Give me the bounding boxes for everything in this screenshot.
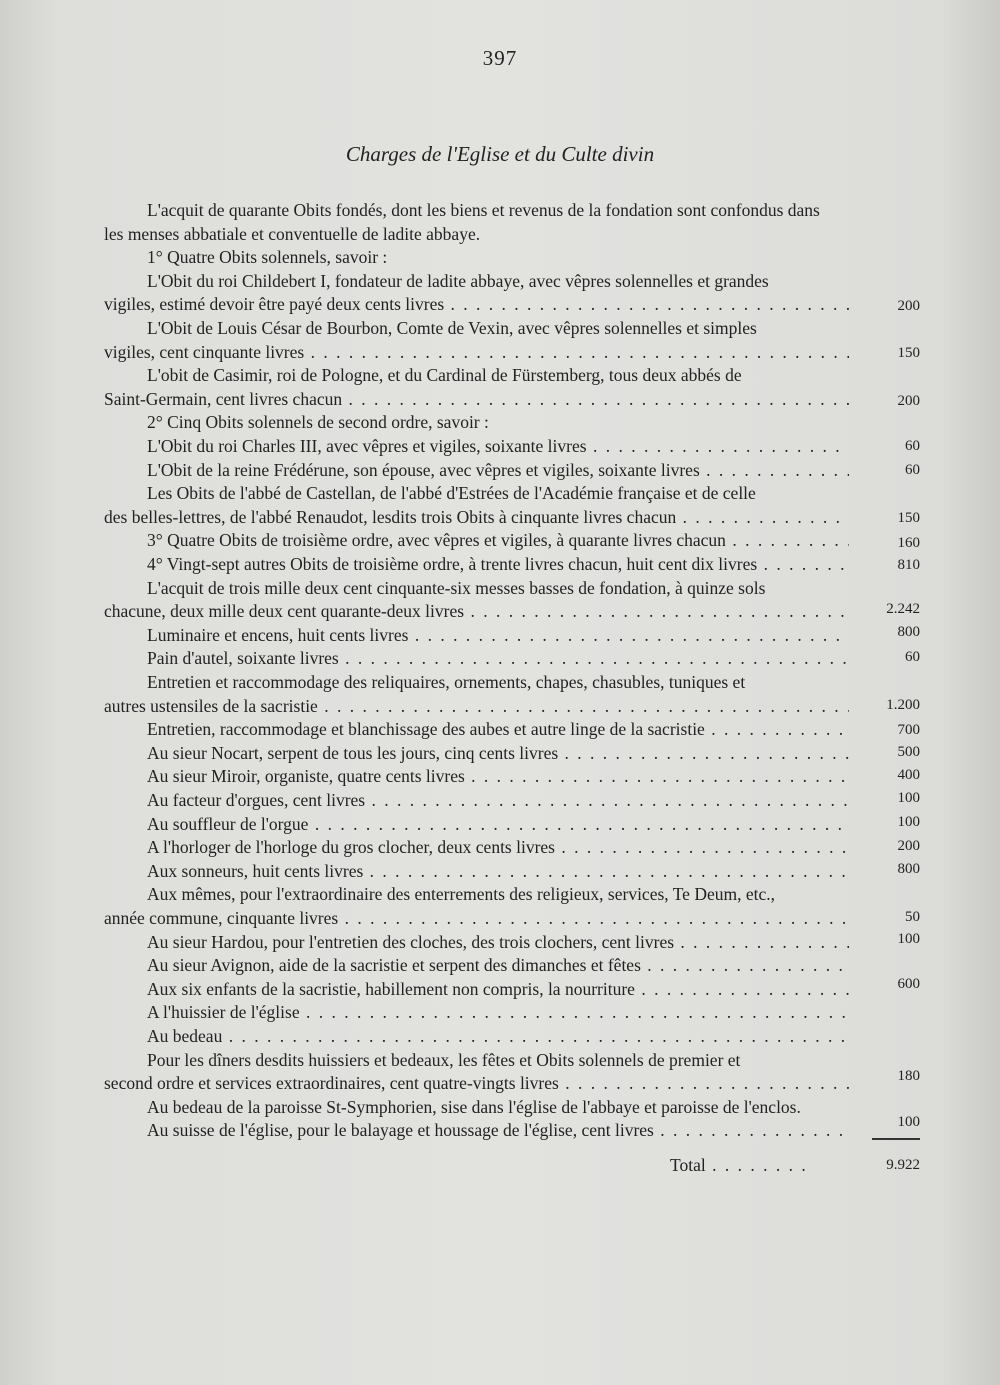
total-amount: 9.922: [886, 1157, 920, 1173]
line-text: Au facteur d'orgues, cent livres . . .: [147, 790, 849, 810]
text-line: [147, 1048, 849, 1072]
amount: 200: [897, 838, 920, 854]
amount: 50: [905, 909, 920, 925]
line-text: année commune, cinquante livres . . .: [104, 908, 849, 928]
line-text: L'Obit de la reine Frédérune, son épouse, avec vêpres et vigiles, soixante livres . . .: [147, 460, 849, 480]
line-text: vigiles, cent cinquante livres . . .: [104, 342, 849, 362]
text-line: [147, 458, 849, 482]
line-text: L'Obit de Louis César de Bourbon, Comte de Vexin, avec vêpres solennelles et simples: [147, 318, 757, 338]
text-line: [104, 505, 849, 529]
text-line: [147, 481, 849, 505]
text-line: [104, 340, 849, 364]
line-text: Au bedeau de la paroisse St-Symphorien, sise dans l'église de l'abbaye et paroisse de l'enclos.: [147, 1096, 801, 1117]
line-text: Saint-Germain, cent livres chacun . . .: [104, 389, 849, 409]
line-text: autres ustensiles de la sacristie . . .: [104, 696, 849, 716]
text-line: [147, 410, 849, 434]
line-text: Au sieur Hardou, pour l'entretien des cloches, des trois clochers, cent livres . . .: [147, 932, 849, 952]
text-line: [147, 1000, 849, 1024]
amount: 100: [897, 790, 920, 806]
text-line: [104, 694, 849, 718]
amount: 400: [897, 767, 920, 783]
line-text: L'acquit de trois mille deux cent cinquante-six messes basses de fondation, à quinze sols: [147, 577, 766, 598]
line-text: 4° Vingt-sept autres Obits de troisième ordre, à trente livres chacun, huit cent dix livres . . .: [147, 554, 849, 574]
page-number: 397: [482, 46, 518, 70]
line-text: Aux mêmes, pour l'extraordinaire des enterrements des religieux, services, Te Deum, etc.,: [147, 884, 775, 905]
text-line: [147, 198, 849, 222]
amount: 800: [897, 624, 920, 640]
line-text: A l'huissier de l'église . . .: [147, 1002, 849, 1022]
amount: 100: [897, 814, 920, 830]
text-line: [147, 764, 849, 788]
line-text: 2° Cinq Obits solennels de second ordre, savoir :: [147, 412, 489, 433]
amount: 1.200: [886, 697, 920, 713]
amount: 200: [897, 393, 920, 409]
page-title: Charges de l'Eglise et du Culte divin: [345, 142, 655, 166]
text-line: [104, 387, 849, 411]
line-text: Pain d'autel, soixante livres . . .: [147, 648, 849, 668]
text-line: [147, 576, 849, 600]
line-text: L'acquit de quarante Obits fondés, dont les biens et revenus de la fondation sont confondus dans: [147, 200, 820, 220]
text-line: [104, 1071, 849, 1095]
line-text: L'obit de Casimir, roi de Pologne, et du Cardinal de Fürstemberg, tous deux abbés de: [147, 365, 742, 386]
line-text: Au sieur Nocart, serpent de tous les jours, cinq cents livres . . .: [147, 743, 849, 763]
text-line: [147, 316, 849, 340]
amount: 60: [905, 649, 920, 665]
amount: 500: [897, 744, 920, 760]
line-text: 3° Quatre Obits de troisième ordre, avec vêpres et vigiles, à quarante livres chacun . . .: [147, 530, 849, 550]
amount: 2.242: [886, 601, 920, 617]
text-line: [147, 528, 849, 552]
text-line: [147, 245, 849, 269]
line-text: Au suisse de l'église, pour le balayage et houssage de l'église, cent livres . . .: [147, 1120, 849, 1140]
line-text: chacune, deux mille deux cent quarante-deux livres . . .: [104, 601, 849, 621]
line-text: Entretien et raccommodage des reliquaires, ornements, chapes, chasubles, tuniques et: [147, 672, 746, 692]
text-line: [147, 953, 849, 977]
text-line: [147, 930, 849, 954]
line-text: Pour les dîners desdits huissiers et bedeaux, les fêtes et Obits solennels de premier et: [147, 1049, 741, 1070]
amount: 60: [905, 438, 920, 454]
line-text: second ordre et services extraordinaires, cent quatre-vingts livres . . .: [104, 1073, 849, 1093]
line-text: Au souffleur de l'orgue . . .: [147, 814, 849, 834]
line-text: Entretien, raccommodage et blanchissage des aubes et autre linge de la sacristie . . .: [147, 719, 849, 739]
text-line: [147, 741, 849, 765]
line-text: A l'horloger de l'horloge du gros clocher, deux cents livres . . .: [147, 837, 849, 857]
text-line: [147, 882, 849, 906]
line-text: Aux sonneurs, huit cents livres . . .: [147, 861, 849, 881]
amount: 180: [897, 1068, 920, 1084]
text-line: [147, 670, 849, 694]
text-line: [147, 812, 849, 836]
line-text: Au sieur Avignon, aide de la sacristie et serpent des dimanches et fêtes . . .: [147, 955, 849, 975]
text-line: [147, 646, 849, 670]
line-text: Aux six enfants de la sacristie, habillement non compris, la nourriture . . .: [147, 979, 849, 999]
text-line: [147, 859, 849, 883]
line-text: L'Obit du roi Childebert I, fondateur de ladite abbaye, avec vêpres solennelles et grandes: [147, 270, 769, 291]
line-text: L'Obit du roi Charles III, avec vêpres et vigiles, soixante livres . . .: [147, 436, 849, 456]
text-line: [147, 788, 849, 812]
line-text: Luminaire et encens, huit cents livres . . .: [147, 625, 849, 645]
line-text: les menses abbatiale et conventuelle de ladite abbaye.: [104, 223, 481, 244]
text-line: [147, 1118, 849, 1142]
amount: 160: [897, 535, 920, 551]
text-line: [104, 906, 849, 930]
amount: 800: [897, 861, 920, 877]
amount: 100: [897, 931, 920, 947]
text-line: [104, 222, 849, 246]
amount: 150: [897, 345, 920, 361]
amount: 150: [897, 510, 920, 526]
amount: 600: [897, 976, 920, 992]
line-text: Au bedeau . . .: [147, 1026, 849, 1046]
amount: 200: [897, 298, 920, 314]
text-line: [147, 363, 849, 387]
amount: 60: [905, 462, 920, 478]
text-line: [147, 269, 849, 293]
line-text: 1° Quatre Obits solennels, savoir :: [147, 247, 388, 268]
line-text: Au sieur Miroir, organiste, quatre cents livres . . .: [147, 766, 849, 786]
text-line: [147, 1024, 849, 1048]
text-line: [147, 977, 849, 1001]
text-line: [147, 717, 849, 741]
amount: 700: [897, 722, 920, 738]
line-text: Les Obits de l'abbé de Castellan, de l'abbé d'Estrées de l'Académie française et de celle: [147, 483, 756, 504]
text-line: [147, 1095, 849, 1119]
amount: 100: [897, 1114, 920, 1130]
text-line: [147, 623, 849, 647]
text-line: [104, 599, 849, 623]
text-line: [104, 292, 849, 316]
text-line: [147, 552, 849, 576]
line-text: vigiles, estimé devoir être payé deux cents livres . . .: [104, 294, 849, 314]
line-text: des belles-lettres, de l'abbé Renaudot, lesdits trois Obits à cinquante livres chacun . . .: [104, 507, 849, 527]
amount: 810: [897, 557, 920, 573]
text-line: [147, 434, 849, 458]
total-label: Total . . .: [670, 1153, 850, 1177]
total-rule: [872, 1138, 920, 1140]
text-line: [147, 835, 849, 859]
